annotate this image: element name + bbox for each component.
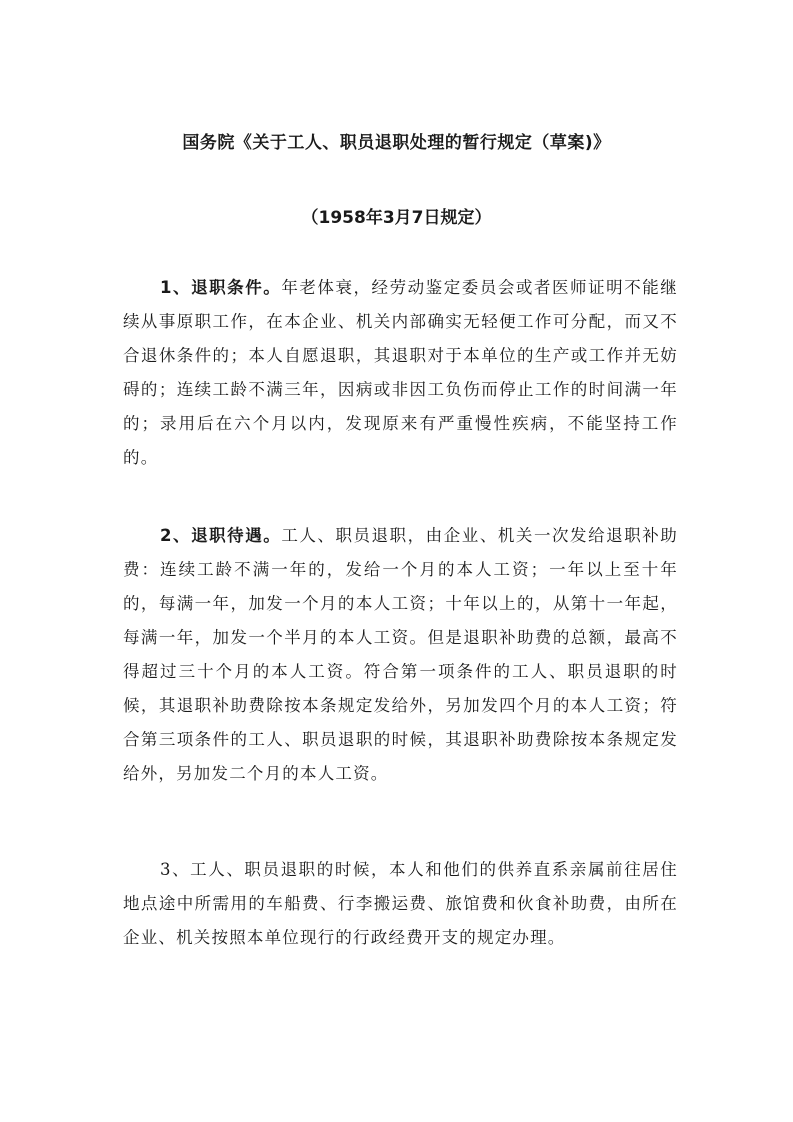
document-subtitle: （1958年3月7日规定）: [301, 208, 492, 228]
paragraph-heading: 2、退职待遇。: [160, 526, 282, 545]
paragraph-text: 年老体衰，经劳动鉴定委员会或者医师证明不能继续从事原职工作，在本企业、机关内部确实无轻便工作可分配，而又不合退休条件的；本人自愿退职，其退职对于本单位的生产或工作并无妨碍的；连续工龄不满三年，因病或非因工负伤而停止工作的时间满一年的；录用后在六个月以内，发现原来有严重慢性疾病，不能坚持工作的。: [123, 278, 678, 467]
paragraph-retirement-benefits: [123, 519, 678, 791]
paragraph-heading: 1、退职条件。: [160, 278, 282, 297]
document-title: 国务院《关于工人、职员退职处理的暂行规定（草案)》: [182, 133, 611, 153]
paragraph-travel-expenses: [123, 853, 678, 955]
paragraph-text: 工人、职员退职，由企业、机关一次发给退职补助费：连续工龄不满一年的，发给一个月的本人工资；一年以上至十年的，每满一年，加发一个月的本人工资；十年以上的，从第十一年起，每满一年，加发一个半月的本人工资。但是退职补助费的总额，最高不得超过三十个月的本人工资。符合第一项条件的工人、职员退职的时候，其退职补助费除按本条规定发给外，另加发四个月的本人工资；符合第三项条件的工人、职员退职的时候，其退职补助费除按本条规定发给外，另加发二个月的本人工资。: [123, 526, 678, 783]
paragraph-retirement-conditions: [123, 271, 678, 475]
paragraph-text: 3、工人、职员退职的时候，本人和他们的供养直系亲属前往居住地点途中所需用的车船费、行李搬运费、旅馆费和伙食补助费，由所在企业、机关按照本单位现行的行政经费开支的规定办理。: [123, 860, 678, 947]
